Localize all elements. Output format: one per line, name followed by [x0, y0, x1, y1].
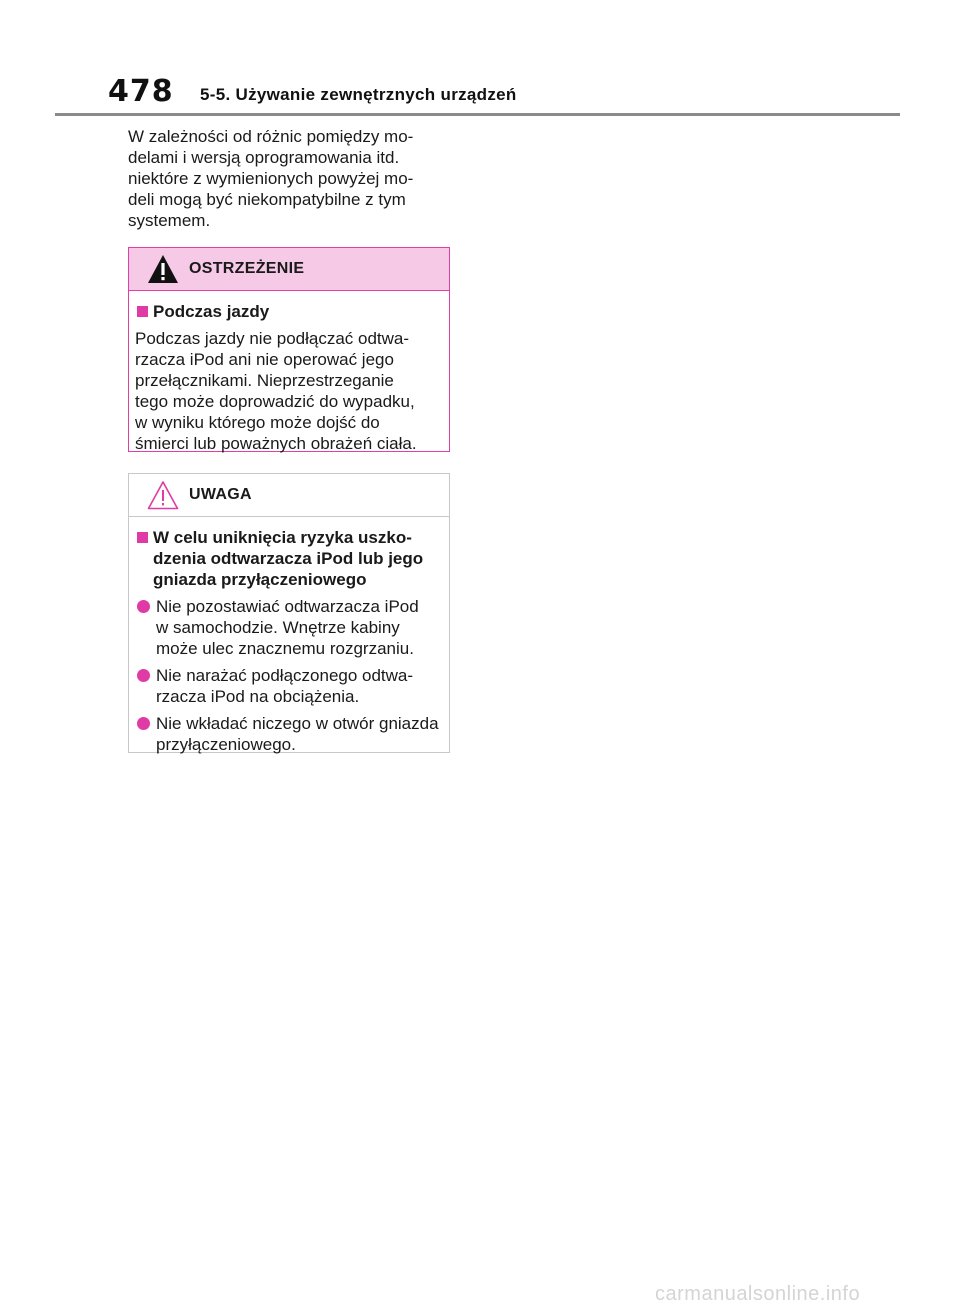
- warning-line: tego może doprowadzić do wypadku,: [135, 392, 415, 411]
- round-bullet-icon: [137, 600, 150, 613]
- watermark: carmanualsonline.info: [655, 1283, 861, 1305]
- caution-bullet-line: Nie narażać podłączonego odtwa-: [156, 666, 414, 685]
- warning-line: Podczas jazdy nie podłączać odtwa-: [135, 329, 410, 348]
- warning-header: [129, 248, 449, 291]
- warning-line: śmierci lub poważnych obrażeń ciała.: [135, 434, 417, 453]
- caution-subheading-text: [153, 527, 423, 590]
- intro-paragraph: [128, 126, 448, 231]
- caution-bullet-line: w samochodzie. Wnętrze kabiny: [156, 618, 400, 637]
- header-rule: [55, 113, 900, 116]
- caution-subheading: [135, 527, 443, 590]
- caution-bullet-line: może ulec znacznemu rozgrzaniu.: [156, 639, 414, 658]
- warning-body: [129, 291, 449, 454]
- intro-line: delami i wersją oprogramowania itd.: [128, 148, 400, 167]
- page-number: 478: [108, 74, 174, 109]
- caution-header: [129, 474, 449, 517]
- caution-triangle-icon: [147, 480, 179, 510]
- caution-bullet-text: [156, 596, 419, 659]
- warning-box: [128, 247, 450, 452]
- section-title: 5-5. Używanie zewnętrznych urządzeń: [200, 85, 517, 104]
- intro-line: W zależności od różnic pomiędzy mo-: [128, 127, 414, 146]
- warning-subheading: [135, 301, 443, 322]
- warning-line: rzacza iPod ani nie operować jego: [135, 350, 394, 369]
- caution-subheading-line: W celu uniknięcia ryzyka uszko-: [153, 528, 412, 547]
- warning-text: [135, 328, 443, 454]
- caution-title: UWAGA: [189, 486, 252, 503]
- warning-title: OSTRZEŻENIE: [189, 260, 305, 277]
- warning-line: przełącznikami. Nieprzestrzeganie: [135, 371, 394, 390]
- warning-triangle-icon: [147, 254, 179, 284]
- intro-line: systemem.: [128, 211, 211, 230]
- caution-bullet-line: rzacza iPod na obciążenia.: [156, 687, 360, 706]
- warning-subheading-text: Podczas jazdy: [153, 302, 270, 321]
- intro-line: niektóre z wymienionych powyżej mo-: [128, 169, 414, 188]
- caution-bullet-text: [156, 665, 413, 707]
- caution-bullet: [135, 713, 443, 755]
- round-bullet-icon: [137, 669, 150, 682]
- caution-body: [129, 517, 449, 755]
- caution-bullet-line: Nie wkładać niczego w otwór gniazda: [156, 714, 439, 733]
- caution-bullet: [135, 596, 443, 659]
- round-bullet-icon: [137, 717, 150, 730]
- caution-box: [128, 473, 450, 753]
- square-bullet-icon: [137, 306, 148, 317]
- square-bullet-icon: [137, 532, 148, 543]
- caution-subheading-line: gniazda przyłączeniowego: [153, 570, 367, 589]
- caution-bullet-line: przyłączeniowego.: [156, 735, 296, 754]
- caution-bullet: [135, 665, 443, 707]
- warning-line: w wyniku którego może dojść do: [135, 413, 380, 432]
- intro-line: deli mogą być niekompatybilne z tym: [128, 190, 406, 209]
- caution-bullet-text: [156, 713, 439, 755]
- caution-subheading-line: dzenia odtwarzacza iPod lub jego: [153, 549, 424, 568]
- caution-bullet-line: Nie pozostawiać odtwarzacza iPod: [156, 597, 419, 616]
